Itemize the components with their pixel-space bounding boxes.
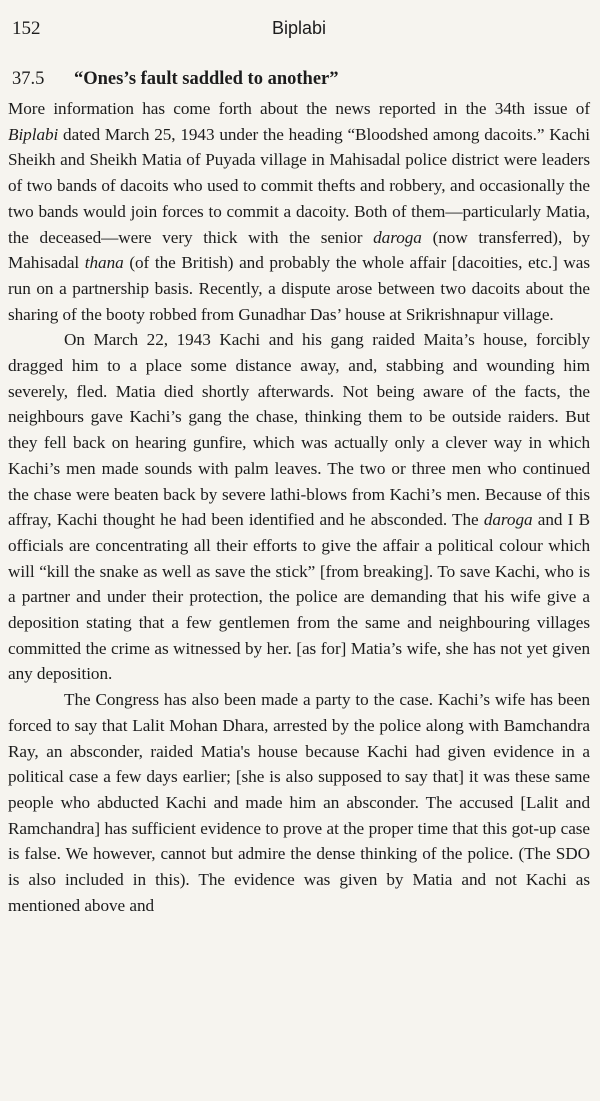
text-run: and I B officials are concentrating all their efforts to give the affair a political colour which will “kill the snake as well as save the stick” [from breaking]. To save Kachi, who is a partner and under their protection, the police are demanding that his wife give a deposition stating that a few gentlemen from the same and neighbouring villages committed the crime as witnessed by her. [as for] Matia’s wife, she has not yet given any deposition. [8, 510, 590, 684]
italic-term: thana [84, 253, 124, 273]
text-run: On March 22, 1943 Kachi and his gang raided Maita’s house, forcibly dragged him to a place some distance away, and, stabbing and wounding him severely, fled. Matia died shortly afterwards. Not being aware of the facts, the neighbours gave Kachi’s gang the chase, thinking them to be outside raiders. But they fell back on hearing gunfire, which was actually only a clever way in which Kachi’s men made sounds with palm leaves. The two or three men who continued the chase were beaten back by severe lathi-blows from Kachi’s men. Because of this affray, Kachi thought he had been identified and he absconded. The [8, 330, 590, 530]
paragraph-1 [8, 96, 590, 327]
text-run: (of the British) and probably the whole affair [dacoities, etc.] was run on a partnership basis. Recently, a dispute arose between two dacoits about the sharing of the booty robbed from Gunadhar Das’ house at Srikrishnapur village. [8, 253, 590, 324]
section-heading [12, 66, 590, 92]
section-title: “Ones’s fault saddled to another” [74, 69, 339, 89]
running-head [8, 14, 590, 44]
paragraph-3 [8, 687, 590, 918]
italic-term: Biplabi [8, 124, 59, 144]
text-run: (now transferred), by Mahisadal [8, 227, 590, 273]
italic-term: daroga [373, 227, 422, 247]
body-text [8, 96, 590, 919]
section-number: 37.5 [12, 69, 45, 89]
italic-term: daroga [483, 510, 533, 530]
text-run: dated March 25, 1943 under the heading “Bloodshed among dacoits.” Kachi Sheikh and Sheikh Matia of Puyada village in Mahisadal police district were leaders of two bands of dacoits who used to commit thefts and robbery, and occasionally the two bands would join forces to commit a dacoity. Both of them—particularly Matia, the deceased—were very thick with the senior [8, 124, 590, 247]
text-run: The Congress has also been made a party to the case. Kachi’s wife has been forced to say that Lalit Mohan Dhara, arrested by the police along with Bamchandra Ray, an absconder, raided Matia's house because Kachi had given evidence in a political case a few days earlier; [she is also supposed to say that] it was these same people who abducted Kachi and made him an absconder. The accused [Lalit and Ramchandra] has sufficient evidence to prove at the proper time that this got-up case is false. We however, cannot but admire the dense thinking of the police. (The SDO is also included in this). The evidence was given by Matia and not Kachi as mentioned above and [8, 690, 590, 915]
paragraph-2 [8, 327, 590, 687]
text-run: More information has come forth about the news reported in the 34th issue of [8, 99, 590, 118]
page-number: 152 [12, 18, 41, 39]
running-title: Biplabi [271, 18, 327, 38]
